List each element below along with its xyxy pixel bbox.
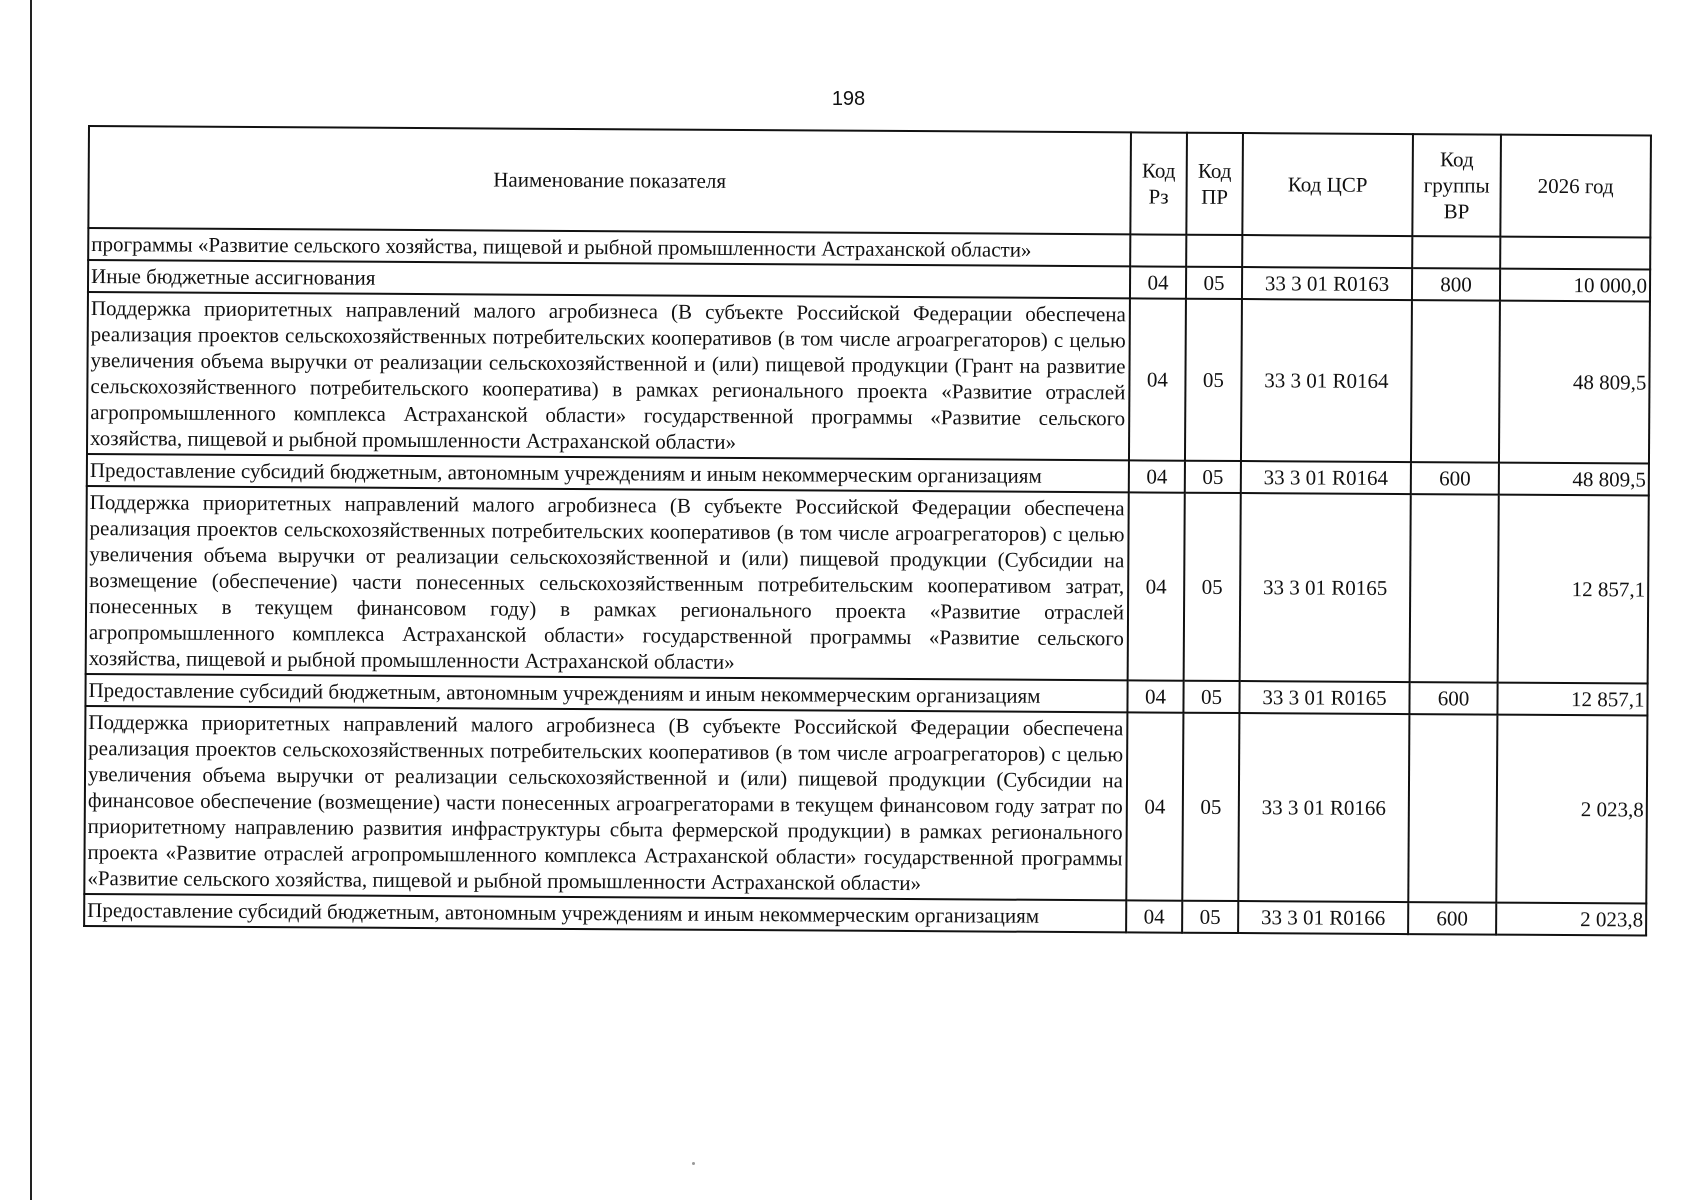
row-pr: 05 <box>1182 901 1238 933</box>
row-rz: 04 <box>1129 460 1185 492</box>
row-csr <box>1242 235 1412 268</box>
row-csr: 33 3 01 R0166 <box>1238 901 1408 934</box>
row-pr: 05 <box>1184 493 1241 681</box>
budget-table-container <box>87 125 1650 932</box>
row-pr <box>1186 235 1242 267</box>
row-vr: 800 <box>1412 268 1500 301</box>
row-amount: 10 000,0 <box>1500 269 1650 302</box>
row-amount: 2 023,8 <box>1496 903 1646 936</box>
row-pr: 05 <box>1185 461 1241 493</box>
row-csr: 33 3 01 R0164 <box>1241 299 1412 462</box>
row-pr: 05 <box>1183 681 1239 713</box>
row-csr: 33 3 01 R0163 <box>1242 267 1412 300</box>
scan-speck <box>692 1162 695 1165</box>
table-body <box>84 228 1650 936</box>
row-name: Поддержка приоритетных направлений малого агробизнеса (В субъекте Российской Федерации обеспечена реализация проектов сельскохозяйственных потребительских кооперативов (в том числе агроагрегаторов) с целью увеличения объема выручки от реализации сельскохозяйственной и (или) пищевой продукции (Субсидии на финансовое обеспечение (возмещение) части понесенных агроагрегаторами в текущем финансовом году затрат по приоритетному направлению развития инфраструктуры сбыта фермерской продукции) в рамках регионального проекта «Развитие отраслей агропромышленного комплекса Астраханской области» государственной программы «Развитие сельского хозяйства, пищевой и рыбной промышленности Астраханской области» <box>84 706 1127 900</box>
row-vr <box>1411 300 1500 463</box>
page-number: 198 <box>831 88 866 110</box>
budget-table <box>83 125 1652 937</box>
row-vr: 600 <box>1411 462 1499 495</box>
row-name: Поддержка приоритетных направлений малого агробизнеса (В субъекте Российской Федерации обеспечена реализация проектов сельскохозяйственных потребительских кооперативов (в том числе агроагрегаторов) с целью увеличения объема выручки от реализации сельскохозяйственной и (или) пищевой продукции (Грант на развитие сельскохозяйственного потребительского кооператива) в рамках регионального проекта «Развитие отраслей агропромышленного комплекса Астраханской области» государственной программы «Развитие сельского хозяйства, пищевой и рыбной промышленности Астраханской области» <box>87 292 1130 460</box>
header-name: Наименование показателя <box>88 126 1131 234</box>
row-vr: 600 <box>1409 682 1497 715</box>
row-rz: 04 <box>1130 266 1186 298</box>
header-rz: Код Рз <box>1130 132 1187 234</box>
row-amount: 12 857,1 <box>1497 683 1647 716</box>
row-name: Иные бюджетные ассигнования <box>88 260 1130 298</box>
row-rz <box>1130 234 1186 266</box>
row-name: Предоставление субсидий бюджетным, автономным учреждениям и иным некоммерческим организациям <box>87 454 1129 492</box>
table-row <box>84 706 1647 904</box>
scan-margin-line <box>30 0 32 1200</box>
row-rz: 04 <box>1126 900 1182 932</box>
row-vr: 600 <box>1408 902 1496 935</box>
row-amount: 2 023,8 <box>1496 715 1647 904</box>
header-year: 2026 год <box>1500 135 1651 238</box>
header-pr: Код ПР <box>1186 133 1243 235</box>
row-rz: 04 <box>1128 492 1185 680</box>
row-rz: 04 <box>1127 680 1183 712</box>
row-pr: 05 <box>1185 299 1242 461</box>
row-amount: 12 857,1 <box>1498 495 1649 684</box>
row-amount: 48 809,5 <box>1499 463 1649 496</box>
row-csr: 33 3 01 R0165 <box>1239 681 1409 714</box>
header-vr: Код группы ВР <box>1412 134 1501 237</box>
table-row <box>87 292 1650 464</box>
row-amount <box>1500 237 1650 270</box>
row-vr <box>1410 494 1499 683</box>
row-csr: 33 3 01 R0164 <box>1241 461 1411 494</box>
row-rz: 04 <box>1129 298 1186 460</box>
row-csr: 33 3 01 R0165 <box>1240 493 1411 682</box>
row-rz: 04 <box>1126 712 1183 900</box>
row-vr <box>1412 236 1500 269</box>
table-row <box>86 486 1649 684</box>
row-vr <box>1408 714 1497 903</box>
row-name: Предоставление субсидий бюджетным, автономным учреждениям и иным некоммерческим организациям <box>85 674 1127 712</box>
row-amount: 48 809,5 <box>1499 301 1650 464</box>
table-header <box>88 126 1651 238</box>
row-name: Поддержка приоритетных направлений малого агробизнеса (В субъекте Российской Федерации обеспечена реализация проектов сельскохозяйственных потребительских кооперативов (в том числе агроагрегаторов) с целью увеличения объема выручки от реализации сельскохозяйственной и (или) пищевой продукции (Субсидии на возмещение (обеспечение) части понесенных сельскохозяйственным потребительским кооперативом затрат, понесенных в текущем финансовом году) в рамках регионального проекта «Развитие отраслей агропромышленного комплекса Астраханской области» государственной программы «Развитие сельского хозяйства, пищевой и рыбной промышленности Астраханской области» <box>86 486 1129 680</box>
header-row <box>88 126 1651 238</box>
row-pr: 05 <box>1186 267 1242 299</box>
header-csr: Код ЦСР <box>1242 133 1413 236</box>
row-name: Предоставление субсидий бюджетным, автономным учреждениям и иным некоммерческим организациям <box>84 894 1126 932</box>
row-name: программы «Развитие сельского хозяйства, пищевой и рыбной промышленности Астраханской области» <box>88 228 1130 266</box>
row-pr: 05 <box>1182 713 1239 901</box>
row-csr: 33 3 01 R0166 <box>1238 713 1409 902</box>
